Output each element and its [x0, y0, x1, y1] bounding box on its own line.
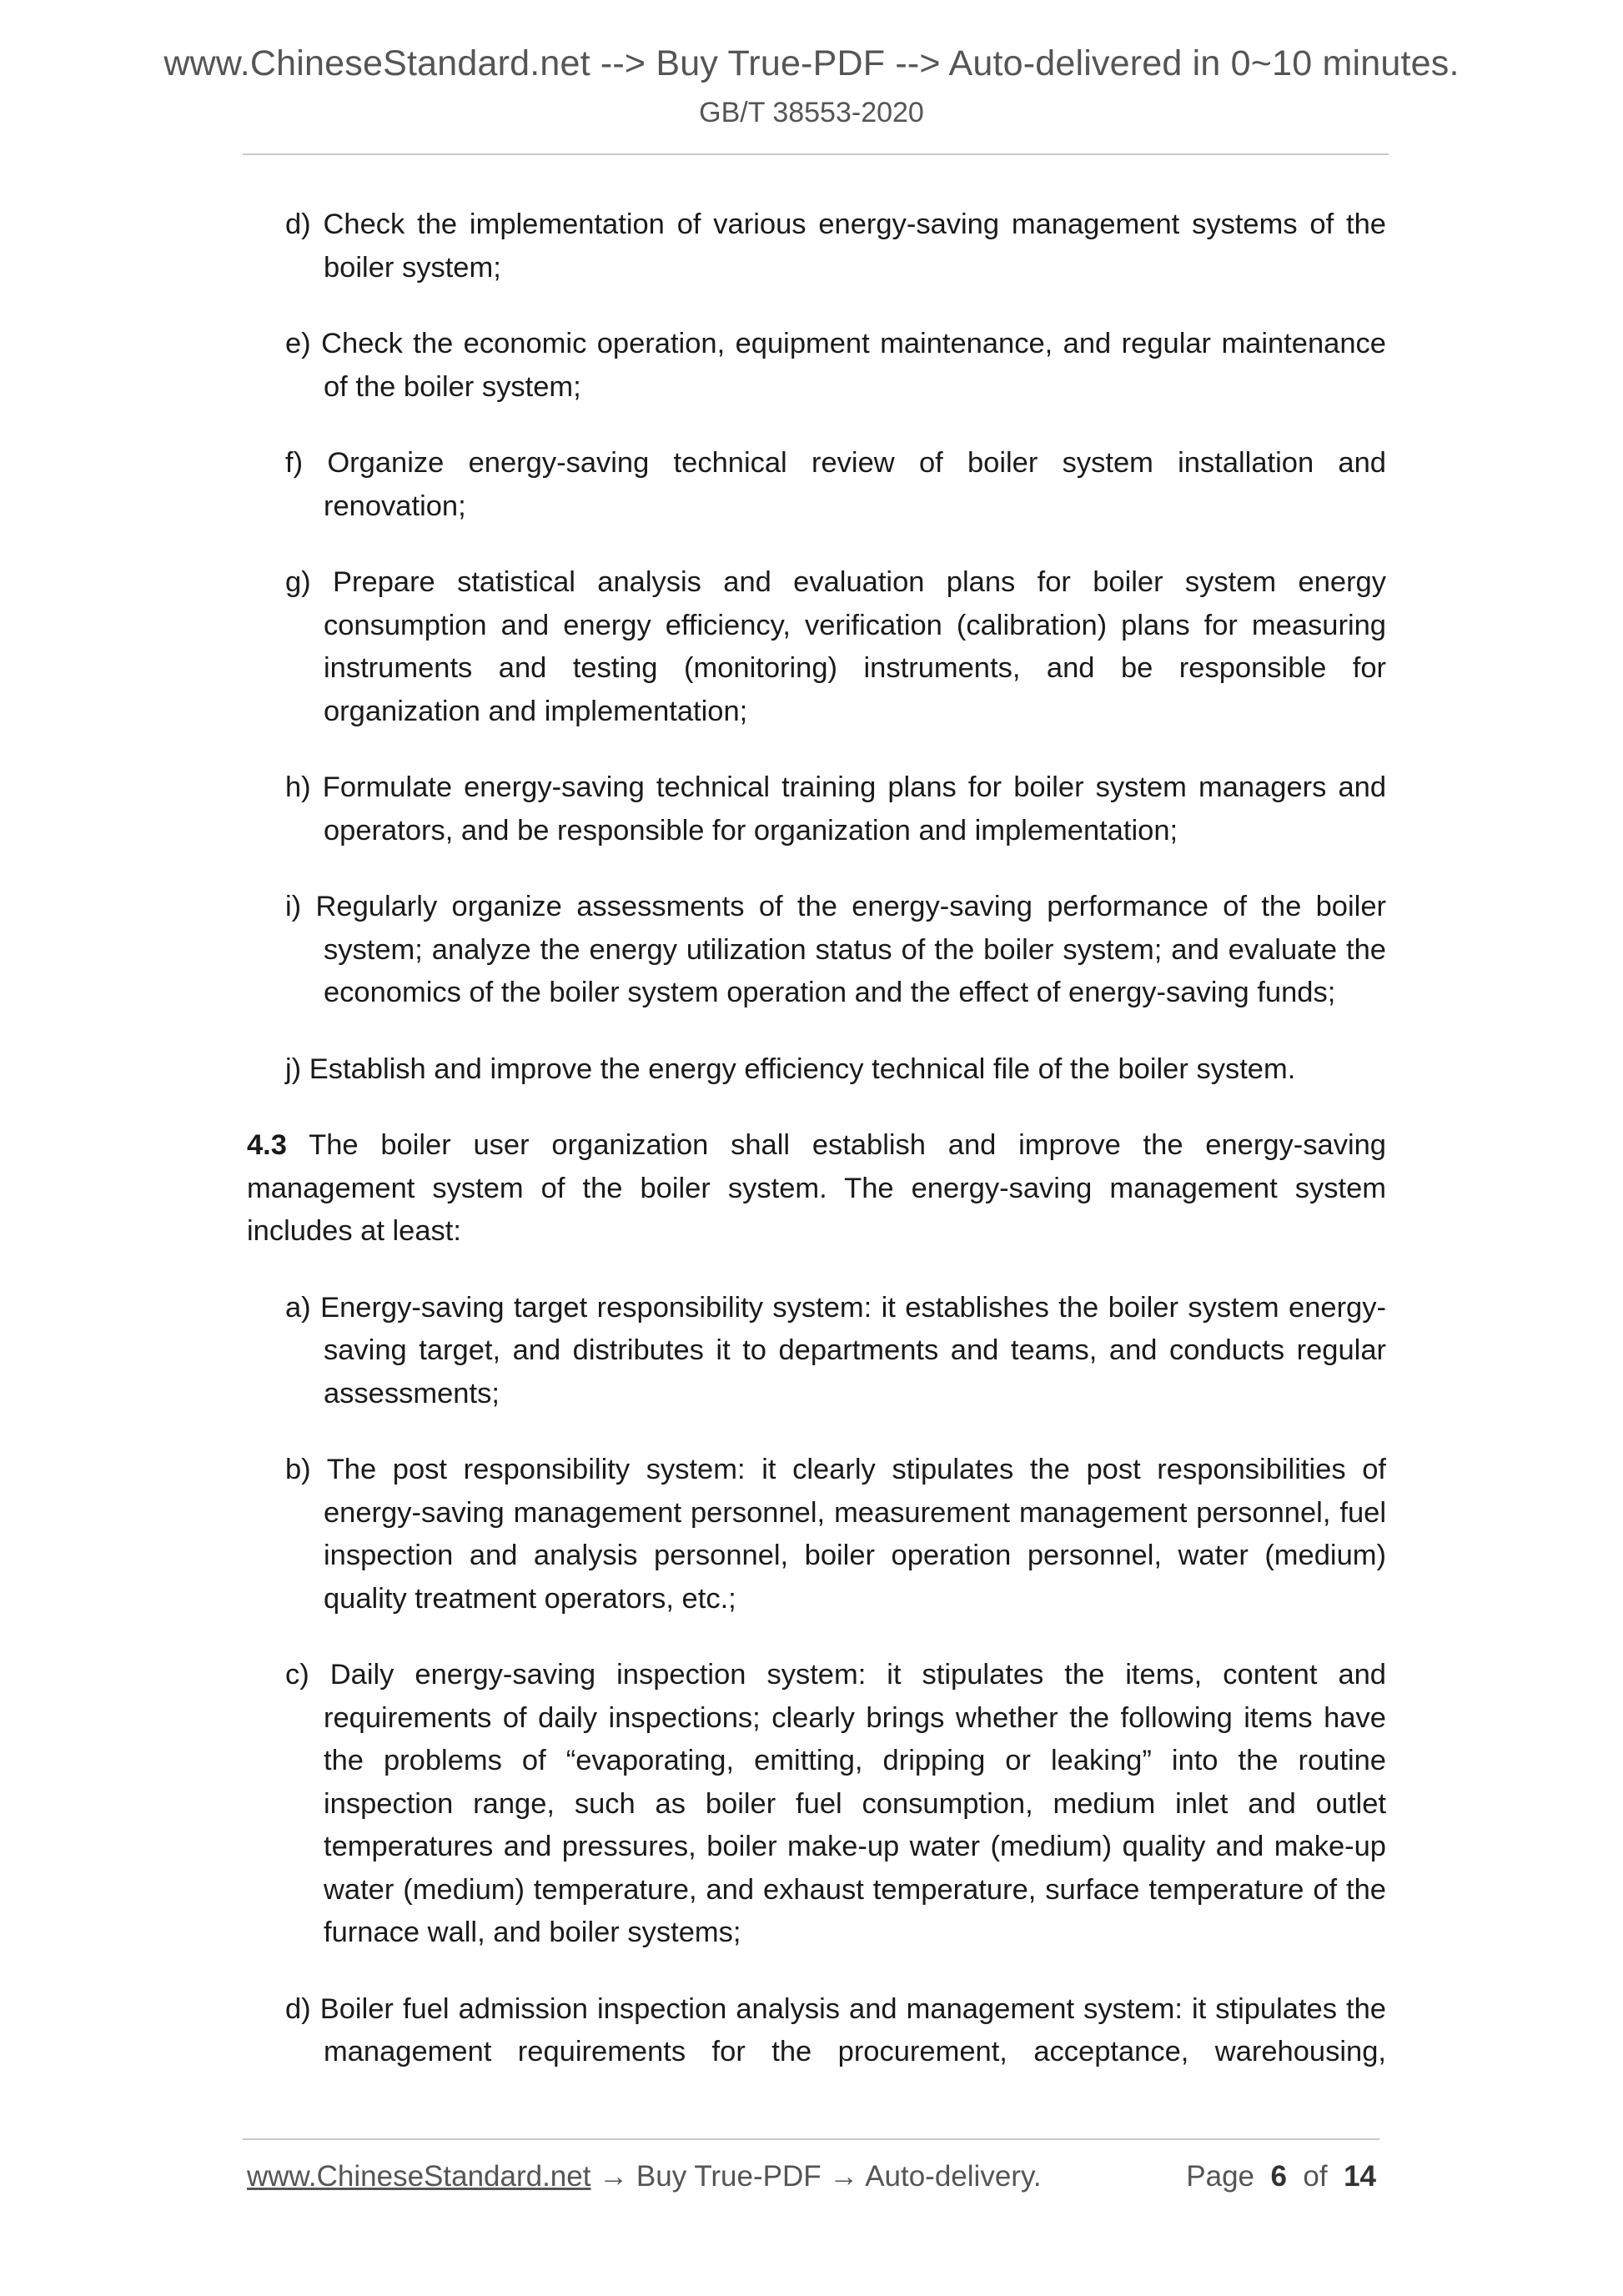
standard-code: GB/T 38553-2020 [699, 97, 924, 128]
list-item-d: d) Check the implementation of various energy-saving management systems of the boiler system; [285, 208, 1386, 284]
site-link[interactable]: www.ChineseStandard.net [247, 2160, 591, 2193]
list-item-g: g) Prepare statistical analysis and evaluation plans for boiler system energy consumption and energy efficiency, verification (calibration) plans for measuring instruments and testing (monitoring) instruments, and be responsible for organization and implementation; [285, 566, 1386, 727]
list-item-d2: d) Boiler fuel admission inspection analysis and management system: it stipulates the management requirements for the procurement, acceptance, warehousing, [285, 1992, 1386, 2067]
page-label: Page [1186, 2160, 1255, 2193]
list-item-b: b) The post responsibility system: it clearly stipulates the post responsibilities of energy-saving management personnel, measurement management personnel, fuel inspection and analysis personnel, boiler operation personnel, water (medium) quality treatment operators, etc.; [285, 1454, 1386, 1615]
list-item-i: i) Regularly organize assessments of the energy-saving performance of the boiler system; analyze the energy utilization status of the boiler system; and evaluate the economics of the boiler system operation and the effect of energy-saving funds; [285, 891, 1386, 1008]
clause-number: 4.3 [247, 1129, 287, 1161]
delivery-text: Auto-delivery. [865, 2160, 1042, 2193]
list-item-h: h) Formulate energy-saving technical training plans for boiler system managers and operators, and be responsible for organization and implementation; [285, 771, 1386, 847]
footer-links [247, 2160, 1042, 2193]
header-banner: www.ChineseStandard.net --> Buy True-PDF --> Auto-delivered in 0~10 minutes. [163, 43, 1460, 83]
list-item-a: a) Energy-saving target responsibility system: it establishes the boiler system energy-saving target, and distributes it to departments and teams, and conducts regular assessments; [285, 1291, 1386, 1409]
arrow-icon: → [590, 2160, 636, 2193]
page-counter [1186, 2160, 1376, 2193]
clause-text: The boiler user organization shall establish and improve the energy-saving management system of the boiler system. The energy-saving management system includes at least: [247, 1129, 1386, 1247]
of-label: of [1303, 2160, 1328, 2193]
buy-pdf-text: Buy True-PDF [636, 2160, 822, 2193]
arrow-icon: → [821, 2160, 866, 2193]
footer-divider [243, 2138, 1379, 2140]
list-item-j: j) Establish and improve the energy efficiency technical file of the boiler system. [285, 1053, 1296, 1085]
clause-4-3 [247, 1124, 1386, 1254]
page-footer [247, 2160, 1376, 2202]
header-divider [243, 153, 1389, 155]
list-item-f: f) Organize energy-saving technical review of boiler system installation and renovation; [285, 447, 1386, 522]
list-item-e: e) Check the economic operation, equipment maintenance, and regular maintenance of the boiler system; [285, 328, 1386, 403]
page-number: 6 [1270, 2160, 1287, 2193]
list-item-c: c) Daily energy-saving inspection system: it stipulates the items, content and requirements of daily inspections; clearly brings whether the following items have the problems of “evaporating, emitting, dripping or leaking” into the routine inspection range, such as boiler fuel consumption, medium inlet and outlet temperatures and pressures, boiler make-up water (medium) quality and make-up water (medium) temperature, and exhaust temperature, surface temperature of the furnace wall, and boiler systems; [285, 1659, 1386, 1948]
page-total: 14 [1344, 2160, 1376, 2193]
document-body [247, 203, 1386, 2108]
